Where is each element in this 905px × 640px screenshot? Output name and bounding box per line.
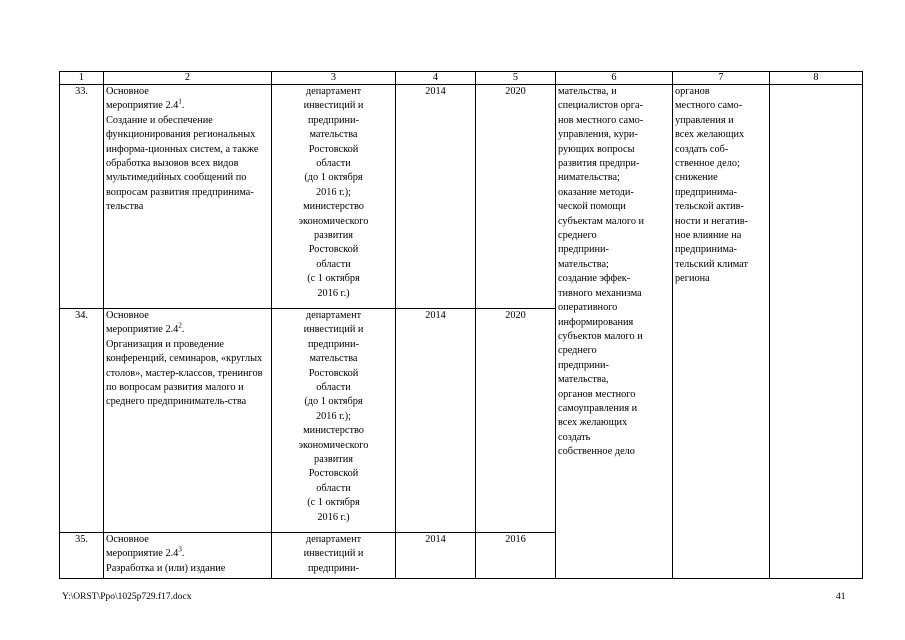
header-cell: 8 xyxy=(770,72,863,85)
end-year: 2020 xyxy=(476,85,556,309)
program-table xyxy=(59,71,863,579)
header-cell: 1 xyxy=(60,72,104,85)
measure-sup: 3 xyxy=(178,545,182,554)
measure-description: . Организация и проведение конференций, семинаров, «круглых столов», мастер-классов, тренингов по вопросам развития малого и среднего предприниматель-ства xyxy=(106,324,263,408)
measure-title: Основное мероприятие 2.4 xyxy=(106,534,179,560)
start-year: 2014 xyxy=(396,85,476,309)
executor-cell: департамент инвестиций и предприни- мательства Ростовской области (до 1 октября 2016 г.); министерство экономического развития Ростовской области (с 1 октября 2016 г.) xyxy=(272,85,396,309)
measure-sup: 1 xyxy=(178,97,182,106)
measure-title: Основное мероприятие 2.4 xyxy=(106,310,179,336)
measure-name xyxy=(104,309,272,533)
expected-result-cell: мательства, и специалистов орга- нов местного само- управления, кури- рующих вопросы развития предпри- нимательства; оказание методи- ческой помощи субъектам малого и среднего предприни- мательства; создание эффек- тивного механизма оперативного информирования субъектов малого и среднего предприни- мательства, органов местного самоуправления и всех желающих создать собственное дело xyxy=(556,85,673,579)
row-number: 35. xyxy=(60,533,104,579)
row-number: 33. xyxy=(60,85,104,309)
page-number: 41 xyxy=(836,592,846,602)
header-cell: 7 xyxy=(673,72,770,85)
link-cell xyxy=(770,85,863,579)
header-cell: 6 xyxy=(556,72,673,85)
measure-description: . Создание и обеспечение функционирования региональных информа-ционных систем, а также обработка вызовов всех видов мультимедийных сообщений по вопросам развития предпринима-тельства xyxy=(106,100,259,213)
executor-cell: департамент инвестиций и предприни- мательства Ростовской области (до 1 октября 2016 г.); министерство экономического развития Ростовской области (с 1 октября 2016 г.) xyxy=(272,309,396,533)
executor-cell: департамент инвестиций и предприни- xyxy=(272,533,396,579)
header-row xyxy=(60,72,863,85)
header-cell: 5 xyxy=(476,72,556,85)
start-year: 2014 xyxy=(396,309,476,533)
measure-name xyxy=(104,85,272,309)
row-number: 34. xyxy=(60,309,104,533)
end-year: 2020 xyxy=(476,309,556,533)
measure-sup: 2 xyxy=(178,321,182,330)
start-year: 2014 xyxy=(396,533,476,579)
header-cell: 3 xyxy=(272,72,396,85)
consequences-cell: органов местного само- управления и всех желающих создать соб- ственное дело; снижение предпринима- тельской актив- ности и негатив- ное влияние на предпринима- тельский климат региона xyxy=(673,85,770,579)
file-path: Y:\ORST\Ppo\1025p729.f17.docx xyxy=(62,592,192,602)
end-year: 2016 xyxy=(476,533,556,579)
measure-title: Основное мероприятие 2.4 xyxy=(106,86,179,112)
table-row xyxy=(60,85,863,309)
header-cell: 4 xyxy=(396,72,476,85)
measure-name xyxy=(104,533,272,579)
header-cell: 2 xyxy=(104,72,272,85)
measure-description: . Разработка и (или) издание xyxy=(106,548,226,574)
